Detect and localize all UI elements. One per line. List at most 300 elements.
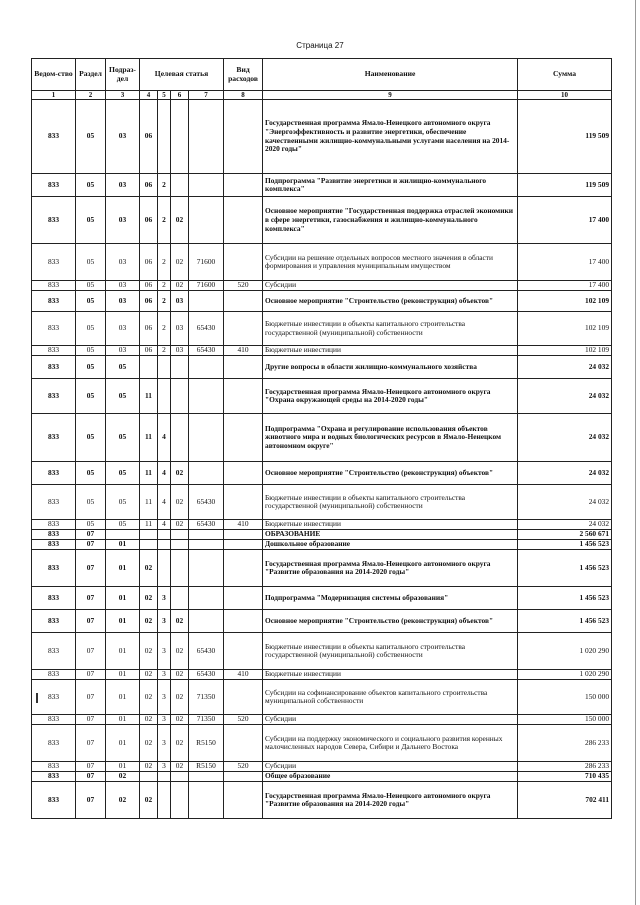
cell-ved: 833 [32,587,76,610]
cell-name: Бюджетные инвестиции [263,346,518,356]
cell-podrazdel: 05 [106,414,140,462]
cell-name: Бюджетные инвестиции в объекты капитального строительства государственной (муниципальной) собственности [263,312,518,346]
header-podrazdel: Подраз-дел [106,59,140,91]
cell-cs2: 3 [158,762,171,772]
table-row [32,762,612,772]
col-number: 4 [140,91,158,100]
cell-cs3 [171,100,189,174]
table-row [32,540,612,550]
cell-podrazdel: 01 [106,540,140,550]
cell-cs4: 65430 [189,633,224,670]
table-row [32,281,612,291]
cell-name: Бюджетные инвестиции [263,670,518,680]
cell-cs1: 06 [140,291,158,312]
cell-cs3: 02 [171,762,189,772]
cell-cs2: 2 [158,281,171,291]
table-row [32,197,612,244]
table-row [32,587,612,610]
cell-cs2 [158,530,171,540]
cell-cs4: 71600 [189,281,224,291]
cell-sum: 119 509 [518,100,612,174]
cell-cs2: 2 [158,197,171,244]
table-row [32,725,612,762]
cell-cs1: 11 [140,379,158,414]
cell-name: Основное мероприятие "Строительство (реконструкция) объектов" [263,610,518,633]
cell-razdel: 05 [76,520,106,530]
cell-vid [224,530,263,540]
cell-name: Дошкольное образование [263,540,518,550]
cell-cs2 [158,356,171,379]
cell-razdel: 07 [76,530,106,540]
cell-cs3 [171,414,189,462]
cell-vid [224,725,263,762]
table-row [32,633,612,670]
col-number: 3 [106,91,140,100]
cell-cs2: 4 [158,414,171,462]
cell-razdel: 05 [76,174,106,197]
table-row [32,356,612,379]
cell-name: Государственная программа Ямало-Ненецкого автономного округа "Развитие образования на 2014-2020 годы" [263,550,518,587]
table-row [32,715,612,725]
cell-cs1: 02 [140,610,158,633]
cell-cs3: 03 [171,312,189,346]
cell-razdel: 07 [76,670,106,680]
cell-cs4: 65430 [189,520,224,530]
cell-vid [224,540,263,550]
cell-cs3 [171,772,189,782]
cell-cs4: R5150 [189,725,224,762]
budget-table [31,58,612,819]
cell-vid [224,197,263,244]
cell-vid: 520 [224,281,263,291]
cell-cs1 [140,356,158,379]
cell-ved: 833 [32,462,76,485]
cell-ved: 833 [32,610,76,633]
table-row [32,346,612,356]
cell-razdel: 05 [76,312,106,346]
header-razdel: Раздел [76,59,106,91]
cell-sum: 24 032 [518,356,612,379]
cell-cs1 [140,530,158,540]
cell-cs2 [158,550,171,587]
header-vid: Вид расходов [224,59,263,91]
cell-cs4: 71600 [189,244,224,281]
cell-cs3 [171,379,189,414]
cell-cs4 [189,610,224,633]
cell-podrazdel: 01 [106,762,140,772]
cell-cs3 [171,356,189,379]
col-number: 1 [32,91,76,100]
cell-cs1: 06 [140,312,158,346]
cell-cs1: 02 [140,725,158,762]
cell-cs4 [189,782,224,819]
cell-ved: 833 [32,100,76,174]
cell-cs4 [189,462,224,485]
cell-ved: 833 [32,680,76,715]
cell-cs2: 4 [158,520,171,530]
cell-cs3: 03 [171,346,189,356]
cell-ved: 833 [32,725,76,762]
cell-vid [224,462,263,485]
cell-cs4 [189,197,224,244]
cell-cs4 [189,530,224,540]
cell-vid [224,633,263,670]
cell-cs3: 03 [171,291,189,312]
cell-cs1: 06 [140,197,158,244]
cell-razdel: 07 [76,540,106,550]
cell-cs1: 11 [140,520,158,530]
col-number: 10 [518,91,612,100]
cell-ved: 833 [32,346,76,356]
header-ved: Ведом-ство [32,59,76,91]
cell-vid: 520 [224,715,263,725]
cell-cs4 [189,540,224,550]
cell-razdel: 05 [76,281,106,291]
cell-cs2: 2 [158,244,171,281]
cell-razdel: 07 [76,762,106,772]
cell-sum: 24 032 [518,379,612,414]
cell-name: Субсидии на софинансирование объектов капитального строительства муниципальной собственности [263,680,518,715]
cell-name: Другие вопросы в области жилищно-коммунального хозяйства [263,356,518,379]
cell-podrazdel: 03 [106,312,140,346]
cell-podrazdel: 01 [106,680,140,715]
cell-sum: 286 233 [518,762,612,772]
cell-cs2 [158,540,171,550]
cell-cs1: 06 [140,174,158,197]
cell-ved: 833 [32,530,76,540]
cell-cs3: 02 [171,610,189,633]
cell-podrazdel: 03 [106,346,140,356]
table-body [32,100,612,819]
cell-cs3: 02 [171,633,189,670]
cell-cs1: 02 [140,633,158,670]
cell-cs4: 65430 [189,670,224,680]
cell-sum: 24 032 [518,414,612,462]
cell-name: Субсидии на поддержку экономического и социального развития коренных малочисленных народов Севера, Сибири и Дальнего Востока [263,725,518,762]
cell-razdel: 05 [76,414,106,462]
cell-cs3: 02 [171,197,189,244]
cell-cs1: 11 [140,485,158,520]
cell-cs2: 4 [158,462,171,485]
cell-cs2: 3 [158,725,171,762]
header-celevaya: Целевая статья [140,59,224,91]
cell-cs2: 3 [158,633,171,670]
cell-sum: 102 109 [518,291,612,312]
col-number: 8 [224,91,263,100]
table-row [32,379,612,414]
col-number: 6 [171,91,189,100]
cell-ved: 833 [32,291,76,312]
cell-cs3 [171,587,189,610]
cell-podrazdel: 02 [106,772,140,782]
table-row [32,530,612,540]
cell-ved: 833 [32,670,76,680]
cell-name: Подпрограмма "Модернизация системы образования" [263,587,518,610]
table-row [32,610,612,633]
cell-cs4 [189,550,224,587]
cell-sum: 17 400 [518,244,612,281]
cell-ved: 833 [32,782,76,819]
cell-podrazdel: 05 [106,485,140,520]
cell-sum: 710 435 [518,772,612,782]
cell-cs2: 2 [158,346,171,356]
cell-sum: 1 020 290 [518,670,612,680]
cell-ved: 833 [32,281,76,291]
cell-razdel: 07 [76,680,106,715]
cell-sum: 1 456 523 [518,610,612,633]
cell-name: Субсидии [263,281,518,291]
cell-vid [224,174,263,197]
table-row [32,782,612,819]
cell-ved: 833 [32,715,76,725]
cell-ved: 833 [32,772,76,782]
table-row [32,291,612,312]
cell-name: Субсидии [263,715,518,725]
cell-cs1: 02 [140,680,158,715]
cell-ved: 833 [32,174,76,197]
header-sum: Сумма [518,59,612,91]
cell-cs2: 4 [158,485,171,520]
cell-podrazdel: 03 [106,174,140,197]
cell-cs4: 65430 [189,312,224,346]
cell-cs3: 02 [171,680,189,715]
table-row [32,550,612,587]
cell-ved: 833 [32,356,76,379]
cell-cs1: 06 [140,100,158,174]
cell-cs1: 02 [140,762,158,772]
table-row [32,312,612,346]
cell-vid [224,782,263,819]
cell-cs3: 02 [171,520,189,530]
cell-podrazdel: 01 [106,610,140,633]
cell-name: Бюджетные инвестиции [263,520,518,530]
cell-podrazdel: 01 [106,670,140,680]
cell-cs2 [158,772,171,782]
cell-name: Подпрограмма "Развитие энергетики и жилищно-коммунального комплекса" [263,174,518,197]
cell-razdel: 05 [76,485,106,520]
cell-sum: 150 000 [518,680,612,715]
column-number-row [32,91,612,100]
cell-razdel: 05 [76,356,106,379]
cell-ved: 833 [32,633,76,670]
cell-cs4: 71350 [189,680,224,715]
cell-sum: 119 509 [518,174,612,197]
cell-cs1: 06 [140,281,158,291]
cell-razdel: 05 [76,244,106,281]
cell-sum: 1 456 523 [518,550,612,587]
cell-cs1 [140,540,158,550]
cell-name: Общее образование [263,772,518,782]
cell-cs3: 02 [171,725,189,762]
cell-cs1: 02 [140,670,158,680]
cell-cs3 [171,550,189,587]
cell-cs3: 02 [171,244,189,281]
cell-name: Основное мероприятие "Строительство (реконструкция) объектов" [263,291,518,312]
cell-ved: 833 [32,379,76,414]
cell-vid: 410 [224,520,263,530]
cell-vid [224,414,263,462]
cell-cs3 [171,540,189,550]
cell-podrazdel: 05 [106,379,140,414]
cell-ved: 833 [32,540,76,550]
page-edge-line [635,0,636,905]
cell-cs4 [189,174,224,197]
cell-podrazdel [106,530,140,540]
cell-cs3 [171,530,189,540]
cell-cs4 [189,772,224,782]
cell-cs1: 02 [140,587,158,610]
cell-sum: 102 109 [518,346,612,356]
cell-podrazdel: 01 [106,633,140,670]
cell-vid [224,610,263,633]
cell-vid [224,485,263,520]
cell-cs1: 06 [140,346,158,356]
cell-razdel: 05 [76,100,106,174]
cell-razdel: 05 [76,291,106,312]
cell-ved: 833 [32,520,76,530]
cell-podrazdel: 01 [106,715,140,725]
cell-cs2 [158,100,171,174]
cell-podrazdel: 03 [106,291,140,312]
cell-ved: 833 [32,414,76,462]
cell-cs3: 02 [171,670,189,680]
cell-cs2: 2 [158,174,171,197]
cell-sum: 17 400 [518,197,612,244]
cell-razdel: 07 [76,587,106,610]
cell-cs4: R5150 [189,762,224,772]
cell-cs2 [158,379,171,414]
cell-name: Подпрограмма "Охрана и регулирование использования объектов животного мира и водных биологических ресурсов в Ямало-Ненецком автономном округе" [263,414,518,462]
cell-podrazdel: 03 [106,100,140,174]
cell-razdel: 07 [76,782,106,819]
cell-sum: 1 456 523 [518,587,612,610]
table-row [32,414,612,462]
cell-vid [224,550,263,587]
cell-cs2: 3 [158,587,171,610]
cell-cs2: 2 [158,312,171,346]
cell-sum: 24 032 [518,520,612,530]
cell-vid [224,587,263,610]
cell-cs4 [189,414,224,462]
cell-cs2: 3 [158,670,171,680]
cell-cs4 [189,379,224,414]
cell-cs2: 3 [158,680,171,715]
cell-name: Субсидии на решение отдельных вопросов местного значения в области формирования и управления муниципальным имуществом [263,244,518,281]
cell-podrazdel: 03 [106,281,140,291]
table-row [32,680,612,715]
cell-sum: 1 456 523 [518,540,612,550]
cell-podrazdel: 01 [106,725,140,762]
cell-cs3: 02 [171,715,189,725]
cell-name: Бюджетные инвестиции в объекты капитального строительства государственной (муниципальной) собственности [263,485,518,520]
cell-name: Государственная программа Ямало-Ненецкого автономного округа "Энергоэффективность и развитие энергетики, обеспечение качественными жилищно-коммунальными услугами населения на 2014-2020 годы" [263,100,518,174]
page-number: Страница 27 [296,41,344,50]
cell-cs1: 02 [140,550,158,587]
cell-vid [224,291,263,312]
cell-cs2: 3 [158,715,171,725]
cell-razdel: 05 [76,462,106,485]
header-name: Наименование [263,59,518,91]
col-number: 9 [263,91,518,100]
cell-cs3 [171,782,189,819]
cell-razdel: 07 [76,550,106,587]
cell-cs3 [171,174,189,197]
cell-sum: 24 032 [518,462,612,485]
cell-podrazdel: 05 [106,356,140,379]
cell-cs1: 11 [140,414,158,462]
cell-ved: 833 [32,244,76,281]
cell-sum: 1 020 290 [518,633,612,670]
cell-sum: 150 000 [518,715,612,725]
cell-vid [224,379,263,414]
col-number: 7 [189,91,224,100]
cell-sum: 2 560 671 [518,530,612,540]
cell-podrazdel: 05 [106,462,140,485]
table-row [32,244,612,281]
table-row [32,100,612,174]
cell-name: Государственная программа Ямало-Ненецкого автономного округа "Охрана окружающей среды на 2014-2020 годы" [263,379,518,414]
cell-name: Бюджетные инвестиции в объекты капитального строительства государственной (муниципальной) собственности [263,633,518,670]
cell-cs4 [189,100,224,174]
cell-sum: 702 411 [518,782,612,819]
cell-vid [224,312,263,346]
cell-cs3: 02 [171,281,189,291]
cell-cs1: 02 [140,782,158,819]
col-number: 5 [158,91,171,100]
cell-cs4 [189,356,224,379]
cell-ved: 833 [32,762,76,772]
cell-podrazdel: 01 [106,550,140,587]
cell-cs2: 3 [158,610,171,633]
cell-cs4: 71350 [189,715,224,725]
cell-sum: 24 032 [518,485,612,520]
cell-vid: 520 [224,762,263,772]
cell-cs4 [189,291,224,312]
cell-sum: 17 400 [518,281,612,291]
cell-podrazdel: 02 [106,782,140,819]
cell-podrazdel: 03 [106,244,140,281]
cell-podrazdel: 03 [106,197,140,244]
col-number: 2 [76,91,106,100]
cell-cs1 [140,772,158,782]
cell-cs1: 11 [140,462,158,485]
cell-razdel: 07 [76,633,106,670]
cell-vid [224,244,263,281]
cell-ved: 833 [32,550,76,587]
cell-ved: 833 [32,312,76,346]
cell-name: Субсидии [263,762,518,772]
cell-ved: 833 [32,197,76,244]
cell-razdel: 07 [76,715,106,725]
cell-razdel: 07 [76,725,106,762]
cell-name: Основное мероприятие "Государственная поддержка отраслей экономики в сфере энергетики, газоснабжения и жилищно-коммунального комплекса" [263,197,518,244]
cell-cs2 [158,782,171,819]
cell-name: Государственная программа Ямало-Ненецкого автономного округа "Развитие образования на 2014-2020 годы" [263,782,518,819]
cell-name: ОБРАЗОВАНИЕ [263,530,518,540]
cell-cs3: 02 [171,462,189,485]
cell-cs1: 02 [140,715,158,725]
cell-razdel: 07 [76,610,106,633]
header-row [32,59,612,91]
table-row [32,772,612,782]
table-row [32,485,612,520]
cell-ved: 833 [32,485,76,520]
table-row [32,174,612,197]
cell-podrazdel: 01 [106,587,140,610]
cell-razdel: 05 [76,379,106,414]
cell-vid [224,100,263,174]
cell-podrazdel: 05 [106,520,140,530]
